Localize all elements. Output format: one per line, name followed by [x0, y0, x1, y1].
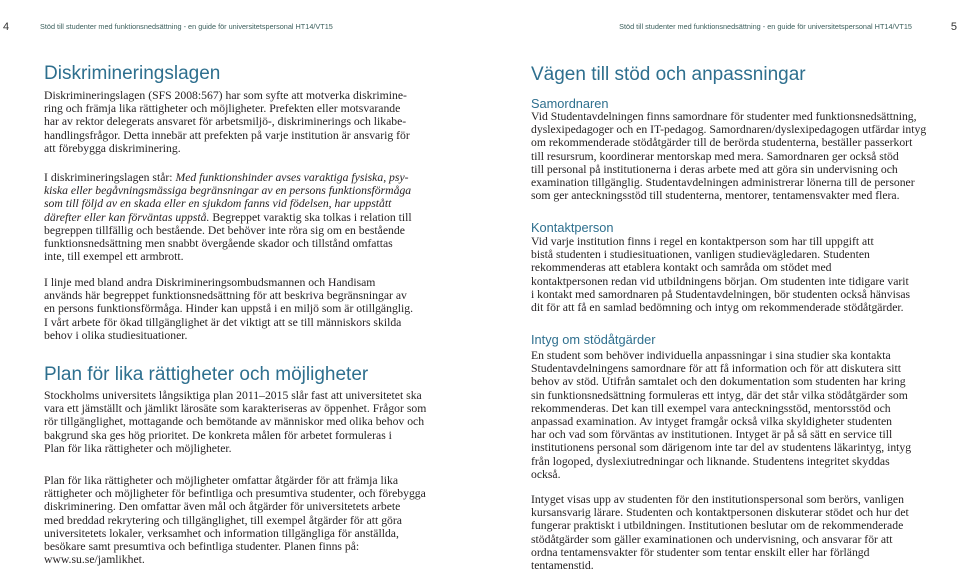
paragraph — [44, 276, 444, 342]
text-line: diskriminering. Den omfattar även mål och åtgärder för universitetets arbete — [44, 500, 401, 514]
text-line: Intyget visas upp av studenten för den institutionspersonal som berörs, vanligen — [531, 493, 904, 506]
text-line: med breddad rekrytering och tillgänglighet, till exempel åtgärder för att göra — [44, 513, 402, 527]
text-line — [44, 197, 444, 210]
text-line — [44, 171, 444, 184]
text-line: från logoped, dyslexiutredningar och liknande. Studentens integritet skyddas — [531, 454, 890, 468]
text-line: kursansvarig lärare. Studenten och kontaktpersonen diskuterar stödet och hur det — [531, 506, 909, 520]
text-line: tentamenstid. — [531, 558, 594, 572]
text-line: bakgrund ska ges hög prioritet. De konkreta målen för arbetet formuleras i — [44, 428, 392, 442]
section-heading: Plan för lika rättigheter och möjligheter — [44, 364, 369, 385]
text-line: ring och främja lika rättigheter och möjligheter. Prefekten eller motsvarande — [44, 102, 401, 116]
text-line: har och vad som förväntas av institutionen. Intyget är på så sätt en service till — [531, 428, 893, 442]
text-line: dyslexipedagoger och en IT-pedagog. Samordnaren/dyslexipedagogen utfärdar intyg — [531, 123, 927, 137]
text-line: behov i olika studiesituationer. — [44, 328, 188, 342]
paragraph — [531, 493, 931, 572]
text-line: till resursrum, koordinerar mentorskap med mera. Samordnaren ger också stöd — [531, 149, 899, 163]
text-line: dit för att få en samlad bedömning och intyg om rekommenderade stödåtgärder. — [531, 300, 904, 314]
text-line: kontaktpersonen redan vid utbildningens början. Om studenten inte tidigare varit — [531, 274, 909, 288]
text-line: vara ett jämställt och jämlikt lärosäte som karakteriseras av öppenhet. Frågor som — [44, 402, 427, 416]
text-line: till personal på institutionerna i deras arbete med att göra sin undervisning och — [531, 162, 898, 176]
italic-quote-text: som till följd av en skada eller en sjukdom fanns vid födelsen, har uppstått — [44, 197, 392, 211]
text-line: En student som behöver individuella anpassningar i sina studier ska kontakta — [531, 349, 891, 362]
text-line: examination tillgänglig. Studentavdelningen administrerar lönerna till de personer — [531, 175, 915, 189]
paragraph — [44, 474, 444, 566]
subsection-heading: Samordnaren — [531, 96, 609, 111]
right-page — [480, 0, 960, 573]
paragraph — [44, 89, 444, 155]
subsection-heading: Kontaktperson — [531, 220, 614, 235]
text-line: bistå studenten i studiesituationen, vanligen studievägledaren. Studenten — [531, 248, 870, 262]
text-line: universitetets lokaler, verksamhet och information tillgängliga för anställda, — [44, 526, 399, 540]
text-line: besökare samt presumtiva och befintliga studenter. Planen finns på: — [44, 539, 360, 553]
page-number: 5 — [950, 21, 957, 33]
text-line: I linje med bland andra Diskrimineringsombudsmannen och Handisam — [44, 276, 376, 289]
text-line: Plan för lika rättigheter och möjligheter. — [44, 441, 232, 455]
text-line: Vid varje institution finns i regel en kontaktperson som har till uppgift att — [531, 235, 874, 248]
italic-quote-text: därefter eller kan förväntas uppstå. — [44, 210, 210, 224]
text-line: används här begreppet funktionsnedsättning för att beskriva begränsningar av — [44, 289, 407, 303]
text-line: I vårt arbete för ökad tillgänglighet är det viktigt att se till människors skilda — [44, 315, 402, 329]
paragraph — [531, 349, 931, 481]
text-line: om rekommenderade stödåtgärder till de berörda studenterna, beställer passerkort — [531, 136, 913, 150]
paragraph — [44, 171, 444, 263]
subsection-heading: Intyg om stödåtgärder — [531, 332, 656, 347]
text-line: fungerar praktiskt i utbildningen. Institutionen beslutar om de rekommenderade — [531, 519, 904, 533]
text-line: Stockholms universitets långsiktiga plan 2011–2015 slår fast att universitetet ska — [44, 389, 422, 402]
text-line: Vid Studentavdelningen finns samordnare för studenter med funktionsnedsättning, — [531, 110, 917, 123]
text-line: anpassad examination. Av intyget framgår också vilka skyldigheter studenten — [531, 414, 893, 428]
text-line: också. — [531, 467, 561, 481]
page-number: 4 — [3, 21, 10, 33]
text-line: inte, till exempel ett armbrott. — [44, 250, 184, 264]
text-line: som ger anteckningsstöd till studenterna, mentorer, tentamensvakter med flera. — [531, 189, 900, 203]
text-line: i kontakt med samordnaren på Studentavdelningen, bör studenten också hänvisas — [531, 287, 911, 301]
text-segment: I diskrimineringslagen står: — [44, 171, 176, 184]
paragraph — [531, 110, 931, 202]
text-segment: Begreppet varaktig ska tolkas i relation till — [209, 210, 412, 224]
running-header: Stöd till studenter med funktionsnedsättning - en guide för universitetspersonal HT14/VT15 — [40, 22, 333, 31]
section-heading: Diskrimineringslagen — [44, 63, 221, 84]
text-line: handlingsfrågor. Detta innebär att prefekten på varje institution är ansvarig för — [44, 128, 410, 142]
paragraph — [531, 235, 931, 314]
text-line: en persons funktionsförmåga. Hinder kan uppstå i en miljö som är otillgänglig. — [44, 302, 414, 316]
text-line: begreppen tillfällig och bestående. Det behöver inte röra sig om en bestående — [44, 223, 405, 237]
text-line: att förebygga diskriminering. — [44, 141, 181, 155]
text-line: rekommenderas. Det kan till exempel vara anteckningsstöd, mentorsstöd och — [531, 401, 891, 415]
text-line: Diskrimineringslagen (SFS 2008:567) har som syfte att motverka diskrimine- — [44, 89, 407, 102]
paragraph — [44, 389, 444, 455]
italic-quote-text: Med funktionshinder avses varaktiga fysiska, psy- — [175, 171, 409, 184]
text-line — [44, 184, 444, 197]
text-line: Studentavdelningens samordnare för att få information och för att diskutera sitt — [531, 362, 901, 376]
text-line: institutionens personal som därigenom inte tar del av studentens läkarintyg, intyg — [531, 441, 912, 455]
text-line: behov av stöd. Utifrån samtalet och den dokumentation som studenten har kring — [531, 375, 906, 389]
text-line: rekommenderas att etablera kontakt och samråda om stödet med — [531, 261, 832, 275]
italic-quote-text: kiska eller begåvningsmässiga begränsningar av en persons funktionsförmåga — [44, 184, 412, 198]
text-line: ordna tentamensvakter för studenter som tentar enskilt eller har förlängd — [531, 545, 870, 559]
text-line — [44, 211, 444, 224]
text-line: har av rektor delegerats ansvaret för arbetsmiljö-, diskriminerings och likabe- — [44, 115, 407, 129]
page-heading: Vägen till stöd och anpassningar — [531, 64, 806, 85]
running-header: Stöd till studenter med funktionsnedsättning - en guide för universitetspersonal HT14/VT15 — [619, 22, 912, 31]
text-line: www.su.se/jamlikhet. — [44, 553, 145, 567]
text-line: Plan för lika rättigheter och möjligheter omfattar åtgärder för att främja lika — [44, 474, 399, 487]
text-line: stödåtgärder som gäller examinationen och undervisning, och ansvarar för att — [531, 532, 893, 546]
text-line: sin funktionsnedsättning formuleras ett intyg, där det står vilka stödåtgärder som — [531, 388, 908, 402]
text-line: funktionsnedsättning men snabbt övergående skador och tillstånd omfattas — [44, 236, 393, 250]
text-line: rättigheter och möjligheter för befintliga och presumtiva studenter, och förebygga — [44, 487, 426, 501]
text-line: rör tillgänglighet, mottagande och bemötande av människor med olika behov och — [44, 415, 425, 429]
